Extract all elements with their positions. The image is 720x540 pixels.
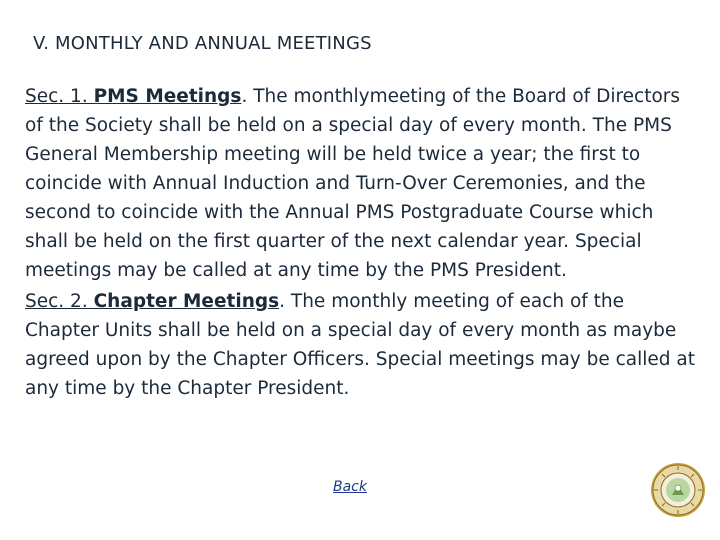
back-link[interactable]: Back xyxy=(333,479,367,495)
section-1 xyxy=(25,82,695,285)
section-2-text: . The monthly meeting of each of the Chapter Units shall be held on a special day of every month as maybe agreed upon by the Chapter Officers. Special meetings may be called at any time by the Chapter President. xyxy=(25,291,696,399)
section-1-text: . The monthlymeeting of the Board of Directors of the Society shall be held on a special day of every month. The PMS General Membership meeting will be held twice a year; the first to coincide with Annual Induction and Turn-Over Ceremonies, and the second to coincide with the Annual PMS Postgraduate Course which shall be held on the first quarter of the next calendar year. Special meetings may be called at any time by the PMS President. xyxy=(25,86,681,281)
section-2 xyxy=(25,287,695,403)
page-title: V. MONTHLY AND ANNUAL MEETINGS xyxy=(33,33,372,54)
article-body xyxy=(25,82,695,403)
section-2-label: Sec. 2. xyxy=(25,291,94,312)
section-2-lead xyxy=(25,291,279,312)
section-1-title: PMS Meetings xyxy=(93,86,242,107)
section-1-lead xyxy=(25,86,241,107)
society-seal-icon xyxy=(650,462,706,518)
section-2-title: Chapter Meetings xyxy=(93,291,280,312)
section-1-label: Sec. 1. xyxy=(25,86,94,107)
